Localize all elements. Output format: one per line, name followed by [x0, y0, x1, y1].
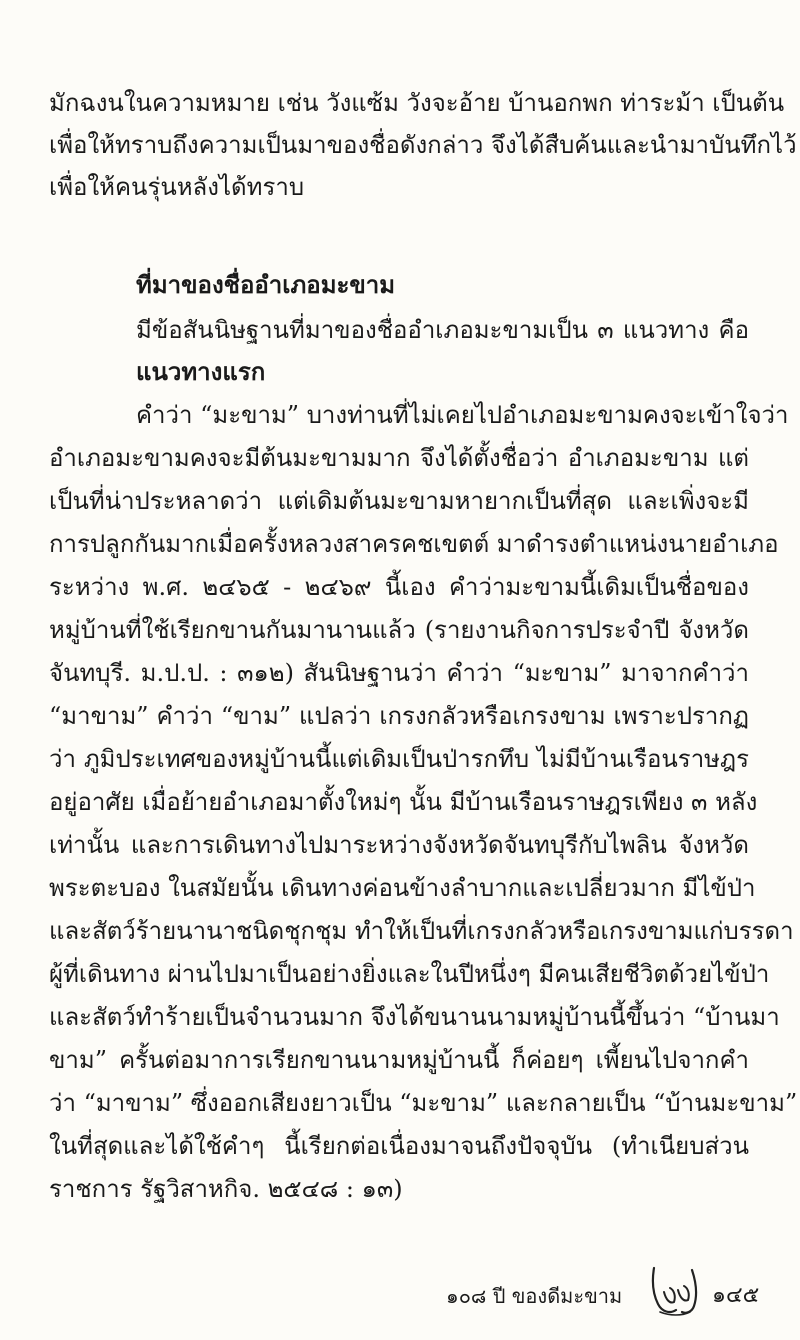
paragraph-line: จันทบุรี. ม.ป.ป. : ๓๑๒) สันนิษฐานว่า คำว่า “มะขาม” มาจากคำว่า: [49, 659, 749, 687]
paragraph-line: พระตะบอง ในสมัยนั้น เดินทางค่อนข้างลำบากและเปลี่ยวมาก มีไข้ป่า: [49, 874, 756, 902]
paragraph-line: อำเภอมะขามคงจะมีต้นมะขามมาก จึงได้ตั้งชื่อว่า อำเภอมะขาม แต่: [49, 444, 749, 472]
paragraph-line: เท่านั้น และการเดินทางไปมาระหว่างจังหวัดจันทบุรีกับไพลิน จังหวัด: [49, 831, 749, 859]
paragraph-line: ในที่สุดและได้ใช้คำๆ นี้เรียกต่อเนื่องมาจนถึงปัจจุบัน (ทำเนียบส่วน: [49, 1132, 749, 1160]
paragraph-line: เป็นที่น่าประหลาดว่า แต่เดิมต้นมะขามหายากเป็นที่สุด และเพิ่งจะมี: [49, 487, 749, 515]
paragraph-line: และสัตว์ร้ายนานาชนิดชุกชุม ทำให้เป็นที่เกรงกลัวหรือเกรงขามแก่บรรดา: [49, 917, 794, 945]
paragraph-line: ราชการ รัฐวิสาหกิจ. ๒๕๔๘ : ๑๓): [49, 1175, 403, 1203]
paragraph-line: ขาม” ครั้นต่อมาการเรียกขานนามหมู่บ้านนี้ ก็ค่อยๆ เพี้ยนไปจากคำ: [49, 1046, 749, 1074]
section-title: ที่มาของชื่ออำเภอมะขาม: [136, 270, 396, 299]
paragraph-line: ว่า “มาขาม” ซึ่งออกเสียงยาวเป็น “มะขาม” และกลายเป็น “บ้านมะขาม”: [49, 1089, 798, 1117]
tamarind-logo-icon: [640, 1262, 710, 1318]
intro-line: เพื่อให้ทราบถึงความเป็นมาของชื่อดังกล่าว จึงได้สืบค้นและนำมาบันทึกไว้: [49, 131, 797, 159]
paragraph-line: การปลูกกันมากเมื่อครั้งหลวงสาครคชเขตต์ มาดำรงตำแหน่งนายอำเภอ: [49, 530, 779, 558]
paragraph-line: อยู่อาศัย เมื่อย้ายอำเภอมาตั้งใหม่ๆ นั้น มีบ้านเรือนราษฎรเพียง ๓ หลัง: [49, 788, 758, 816]
page-number: ๑๔๕: [712, 1283, 760, 1308]
paragraph-line: และสัตว์ทำร้ายเป็นจำนวนมาก จึงได้ขนานนามหมู่บ้านนี้ขึ้นว่า “บ้านมา: [49, 1003, 780, 1031]
section-intro: มีข้อสันนิษฐานที่มาของชื่ออำเภอมะขามเป็น ๓ แนวทาง คือ: [136, 316, 749, 344]
paragraph-line: ว่า ภูมิประเทศของหมู่บ้านนี้แต่เดิมเป็นป่ารกทึบ ไม่มีบ้านเรือนราษฎร: [49, 745, 749, 773]
paragraph-line: ผู้ที่เดินทาง ผ่านไปมาเป็นอย่างยิ่งและในปีหนึ่งๆ มีคนเสียชีวิตด้วยไข้ป่า: [49, 960, 770, 988]
intro-line: มักฉงนในความหมาย เช่น วังแซ้ม วังจะอ้าย บ้านอกพก ท่าระม้า เป็นต้น: [49, 89, 785, 117]
paragraph-line: คำว่า “มะขาม” บางท่านที่ไม่เคยไปอำเภอมะขามคงจะเข้าใจว่า: [136, 401, 789, 429]
paragraph-line: หมู่บ้านที่ใช้เรียกขานกันมานานแล้ว (รายงานกิจการประจำปี จังหวัด: [49, 616, 749, 644]
footer-book-title: ๑๐๘ ปี ของดีมะขาม: [446, 1284, 623, 1308]
subheading: แนวทางแรก: [136, 357, 266, 386]
paragraph-line: ระหว่าง พ.ศ. ๒๔๖๕ - ๒๔๖๙ นี้เอง คำว่ามะขามนี้เดิมเป็นชื่อของ: [49, 573, 749, 601]
paragraph-line: “มาขาม” คำว่า “ขาม” แปลว่า เกรงกลัวหรือเกรงขาม เพราะปรากฏ: [49, 702, 749, 730]
intro-line: เพื่อให้คนรุ่นหลังได้ทราบ: [49, 173, 305, 201]
